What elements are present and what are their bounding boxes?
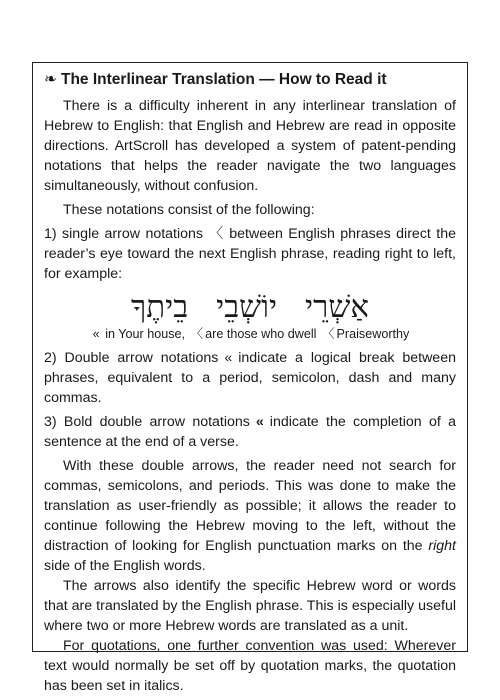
- bold-double-arrow-icon: «: [255, 414, 264, 430]
- double-arrow-text: indicate a logical break between phrases, equivalent to a period, semicolon, dash and many commas.: [44, 350, 456, 406]
- bold-arrow-text: indicate the completion of a sentence at the end of a verse.: [44, 414, 456, 450]
- section-title: [44, 70, 456, 90]
- english-gloss: [44, 326, 456, 342]
- single-arrow-icon: 〈: [321, 327, 335, 341]
- italic-right: right: [428, 538, 456, 554]
- gloss-phrase-1: in Your house,: [105, 327, 186, 341]
- commas-text-end: side of the English words.: [44, 558, 206, 574]
- hebrew-example: אַשְׁרֵי יוֹשְׁבֵי בֵיתֶךָ: [131, 289, 369, 325]
- single-arrow-lead: 1) single arrow notations: [44, 226, 204, 242]
- paragraph-double-arrow: [44, 348, 456, 408]
- fleuron-icon: ❧: [44, 71, 57, 88]
- single-arrow-icon: 〈: [209, 226, 224, 242]
- gloss-phrase-3: Praiseworthy: [336, 327, 410, 341]
- paragraph-notations: These notations consist of the following:: [63, 202, 315, 218]
- paragraph-arrows-identify: The arrows also identify the specific Hebrew word or words that are translated by the English phrase. This is especially useful where two or more Hebrew words are translated as a unit.: [44, 578, 456, 634]
- single-arrow-text: between English phrases direct the reader’s eye toward the next English phrase, reading right to left, for example:: [44, 226, 456, 282]
- paragraph-quotations: For quotations, one further convention was used: Wherever text would normally be set off by quotation marks, the quotation has been set in italics.: [44, 638, 456, 694]
- single-arrow-icon: 〈: [190, 327, 204, 341]
- double-arrow-icon: «: [92, 327, 100, 341]
- double-arrow-icon: «: [224, 350, 233, 366]
- paragraph-intro: There is a difficulty inherent in any interlinear translation of Hebrew to English: that English and Hebrew are read in opposite directions. ArtScroll has developed a system of patent-pending notations that helps the reader navigate the two languages simultaneously, without confusion.: [44, 98, 456, 194]
- commas-text-lead: With these double arrows, the reader need not search for commas, semicolons, and periods. This was done to make the translation as user-friendly as possible; it allows the reader to continue following the Hebrew moving to the left, without the distraction of looking for English punctuation marks on the: [44, 458, 456, 554]
- title-text: The Interlinear Translation — How to Read it: [61, 71, 387, 88]
- document-body: [44, 70, 456, 696]
- bold-arrow-lead: 3) Bold double arrow notations: [44, 414, 250, 430]
- paragraph-bold-double-arrow: [44, 412, 456, 452]
- paragraph-single-arrow: [44, 224, 456, 284]
- double-arrow-lead: 2) Double arrow notations: [44, 350, 219, 366]
- gloss-phrase-2: are those who dwell: [205, 327, 317, 341]
- paragraph-commas: [44, 456, 456, 576]
